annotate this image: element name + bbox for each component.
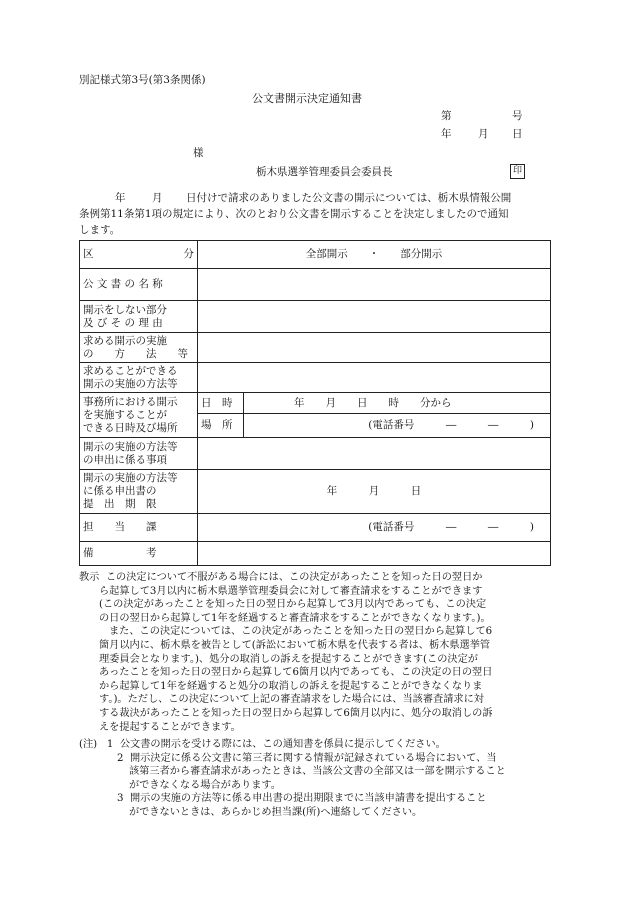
instruction-text: する裁決があったことを知った日の翌日から起算して6箇月以内に、処分の取消しの訴 — [99, 707, 493, 719]
number-label-go: 号 — [512, 110, 523, 122]
available-method-value[interactable] — [198, 363, 551, 393]
available-method-label — [80, 363, 198, 393]
note-line — [79, 752, 551, 766]
datetime-sublabel: 日 時 — [198, 393, 244, 414]
remarks-label: 備 考 — [80, 542, 198, 566]
date-year-label: 年 — [441, 128, 452, 140]
label-line: 及 び そ の 理 由 — [83, 316, 163, 329]
place-sublabel: 場 所 — [198, 414, 244, 438]
kubun-value: 全部開示 ・ 部分開示 — [198, 241, 551, 269]
table-row — [80, 438, 551, 470]
table-row — [80, 393, 551, 414]
label-line: 開示の実施の方法等 — [83, 440, 178, 453]
instruction-text: この決定について不服がある場合には、この決定があったことを知った日の翌日か — [105, 572, 483, 583]
remarks-value[interactable] — [198, 542, 551, 566]
table-row — [80, 301, 551, 333]
department-label: 担 当 課 — [80, 514, 198, 542]
kubun-label: 区 分 — [80, 241, 198, 269]
instruction-text: す。)。ただし、この決定について上記の審査請求をした場合には、当該審査請求に対 — [99, 694, 484, 706]
table-row — [80, 514, 551, 542]
instruction-text: ら起算して3月以内に栃木県選挙管理委員会に対して審査請求をすることができます — [99, 585, 483, 597]
datetime-value[interactable]: 年 月 日 時 分から — [244, 393, 551, 414]
requested-method-value[interactable] — [198, 333, 551, 363]
label-line: 提 出 期 限 — [83, 498, 157, 510]
note-number: 1 — [106, 739, 114, 750]
instruction-lead: 教示 — [79, 572, 100, 583]
table-row — [80, 241, 551, 269]
label-line: に係る申出書の — [83, 485, 157, 497]
label-line: できる日時及び場所 — [83, 421, 178, 434]
note-text: 該第三者から審査請求があったときは、当該公文書の全部又は一部を開示すること — [129, 766, 506, 778]
date-day-label: 日 — [512, 128, 523, 140]
document-title: 公文書開示決定通知書 — [252, 92, 362, 105]
table-row — [80, 470, 551, 514]
label-line: 開示の実施の方法等 — [83, 472, 178, 484]
table-row — [80, 542, 551, 566]
label-line: 求めることができる — [83, 364, 178, 377]
label-line: 開示をしない部分 — [83, 303, 167, 316]
label-line: の申出に係る事項 — [83, 453, 167, 466]
note-line — [79, 738, 551, 752]
requested-method-label — [80, 333, 198, 363]
table-row — [80, 333, 551, 363]
addressee-suffix: 様 — [193, 147, 204, 159]
note-text: 開示決定に係る公文書に第三者に関する情報が記録されている場合において、当 — [129, 752, 497, 764]
intro-line-2: 条例第11条第1項の規定により、次のとおり公文書を開示することを決定しましたので通知 — [79, 208, 509, 220]
label-line: 求める開示の実施 — [83, 334, 167, 347]
method-request-value[interactable] — [198, 438, 551, 470]
note-text: 公文書の開示を受ける際には、この通知書を係員に提示してください。 — [119, 739, 446, 750]
intro-year: 年 — [115, 192, 126, 204]
intro-line-3: します。 — [79, 224, 121, 236]
place-phone-value[interactable]: (電話番号 ― ― ) — [244, 414, 551, 438]
notes-lead: (注) — [79, 739, 98, 750]
notes-section — [79, 738, 551, 820]
instruction-text: 箇月以内に、栃木県を被告として(訴訟において栃木県を代表する者は、栃木県選挙管 — [99, 639, 491, 651]
table-row — [80, 269, 551, 301]
instruction-text: また、この決定については、この決定があったことを知った日の翌日から起算して6 — [109, 626, 493, 638]
instruction-text: (この決定があったことを知った日の翌日から起算して3月以内であっても、この決定 — [99, 599, 487, 611]
undisclosed-part-value[interactable] — [198, 301, 551, 333]
label-line: 事務所における開示 — [83, 395, 178, 408]
document-name-value[interactable] — [198, 269, 551, 301]
note-line — [79, 792, 551, 806]
document-name-label: 公 文 書 の 名 称 — [80, 269, 198, 301]
seal-mark: 印 — [510, 164, 525, 179]
instruction-text: の日の翌日から起算して1年を経過すると審査請求をすることができなくなります。)。 — [99, 612, 491, 624]
instruction-text: あったことを知った日の翌日から起算して6箇月以内であっても、この決定の日の翌日 — [99, 667, 493, 679]
label-line: 開示の実施の方法等 — [83, 377, 178, 390]
instruction-line — [79, 571, 551, 585]
issuer-name: 栃木県選挙管理委員会委員長 — [256, 166, 393, 178]
submission-deadline-value[interactable]: 年 月 日 — [198, 470, 551, 514]
note-number: 3 — [117, 793, 124, 805]
date-month-label: 月 — [478, 128, 489, 140]
intro-month: 月 — [152, 192, 163, 204]
label-line: を実施することが — [83, 408, 167, 421]
note-text: ができなくなる場合があります。 — [129, 779, 281, 791]
intro-line-1: 日付けで請求のありました公文書の開示については、栃木県情報公開 — [186, 192, 512, 204]
office-datetime-place-label — [80, 393, 198, 438]
instruction-text: から起算して1年を経過すると処分の取消しの訴えを提起することができなくなりま — [99, 680, 483, 692]
department-phone-value[interactable]: (電話番号 ― ― ) — [198, 514, 551, 542]
form-reference: 別記様式第3号(第3条関係) — [79, 74, 206, 86]
note-text: 開示の実施の方法等に係る申出書の提出期限までに当該申請書を提出すること — [129, 793, 487, 805]
disclosure-form-table — [79, 240, 551, 566]
number-label-dai: 第 — [441, 110, 452, 122]
note-text: ができないときは、あらかじめ担当課(所)へ連絡してください。 — [129, 806, 423, 818]
instruction-section — [79, 571, 551, 734]
submission-deadline-label — [80, 470, 198, 514]
table-row — [80, 363, 551, 393]
undisclosed-part-label — [80, 301, 198, 333]
method-request-label — [80, 438, 198, 470]
instruction-text: えを提起することができます。 — [99, 721, 241, 733]
note-number: 2 — [117, 752, 124, 764]
label-line: の 方 法 等 — [83, 347, 188, 360]
instruction-text: 理委員会となります。)、処分の取消しの訴えを提起することができます(この決定が — [99, 653, 478, 665]
